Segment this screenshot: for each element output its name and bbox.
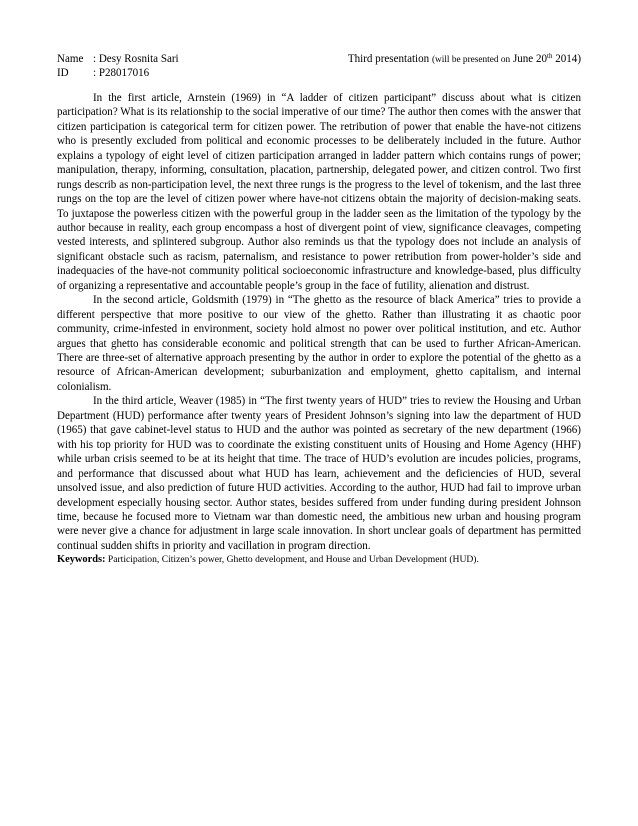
presentation-note: (will be presented on [431, 55, 511, 65]
paragraph-first-article: In the first article, Arnstein (1969) in “A ladder of citizen participant” discuss about what is citizen participation? What is its relationship to the social imperative of our time? The author then comes with the answer that citizen participation is categorical term for citizen power. The retribution of power that enable the have-not citizens who is presently excluded from political and economic processes to be deliberately included in the future. Author explains a typology of eight level of citizen participation arranged in ladder pattern which contains rungs of power; manipulation, therapy, informing, consultation, placation, partnership, delegated power, and citizen control. Two first rungs describ as non-participation level, the next three rungs is the progress to the level of tokenism, and the last three rungs on the top are the level of citizen power where have-not citizens obtain the majority of decision-making seats. To juxtapose the powerless citizen with the powerful group in the ladder seen as the limitation of the typology by the author because in reality, each group encompass a host of divergent point of view, significance cleavages, competing vested interests, and splintered subgroup. Author also reminds us that the typology does not include an analysis of significant obstacle such as racism, paternalism, and resistance to power retribution from power-holder’s side and inadequacies of the have-not community political socioeconomic infrastructure and knowledge-based, plus difficulty of organizing a representative and accountable people’s group in the face of futility, alienation and distrust. [57, 91, 581, 292]
presentation-date: June 20 [512, 53, 547, 65]
keywords-line [57, 553, 581, 567]
name-label: Name [57, 53, 84, 65]
presentation-title: Third presentation [347, 53, 430, 65]
presentation-year: 2014) [555, 53, 581, 65]
paragraph-second-article: In the second article, Goldsmith (1979) in “The ghetto as the resource of black America” tries to provide a different perspective that more positive to our view of the ghetto. Rather than illustrating it as chaotic poor community, crime-infested in environment, society hold almost no power over political institution, and etc. Author argues that ghetto has considerable economic and political strength that can be used to further African-American. There are three-set of alternative approach presenting by the author in order to explore the potential of the ghetto as a resource of African-American development; suburbanization and employment, ghetto capitalism, and internal colonialism. [57, 294, 581, 393]
keywords-text: Participation, Citizen’s power, Ghetto development, and House and Urban Development (HUD). [105, 554, 479, 566]
document-page [57, 52, 581, 568]
name-value: : Desy Rosnita Sari [93, 53, 179, 65]
header-id-row [57, 66, 581, 80]
id-value: : P28017016 [93, 67, 150, 80]
id-label: ID [57, 67, 69, 80]
presentation-date-sup: th [547, 52, 553, 60]
header-name-row [57, 52, 581, 66]
presentation-info [348, 52, 581, 67]
paragraph-third-article: In the third article, Weaver (1985) in “The first twenty years of HUD” tries to review the Housing and Urban Department (HUD) performance after twenty years of President Johnson’s signing into law the department of HUD (1965) that gave cabinet-level status to HUD and the author was pointed as secretary of the new department (1966) with his top priority for HUD was to coordinate the existing constituent units of Housing and Home Agency (HHF) while urban crisis seemed to be at its height that time. The trace of HUD’s evolution are incudes policies, programs, and performance that discussed about what HUD has learn, achievement and the deficiencies of HUD, several unsolved issue, and also prediction of future HUD activities. According to the author, HUD had fail to improve urban development especially housing sector. Author states, besides suffered from under funding during president Johnson time, because he focused more to Vietnam war than domestic need, the ambitious new urban and housing program were never give a chance for adjustment in large scale innovation. In short unclear goals of department has permitted continual sudden shifts in priority and vacillation in program direction. [57, 395, 581, 552]
keywords-label: Keywords: [57, 554, 106, 566]
